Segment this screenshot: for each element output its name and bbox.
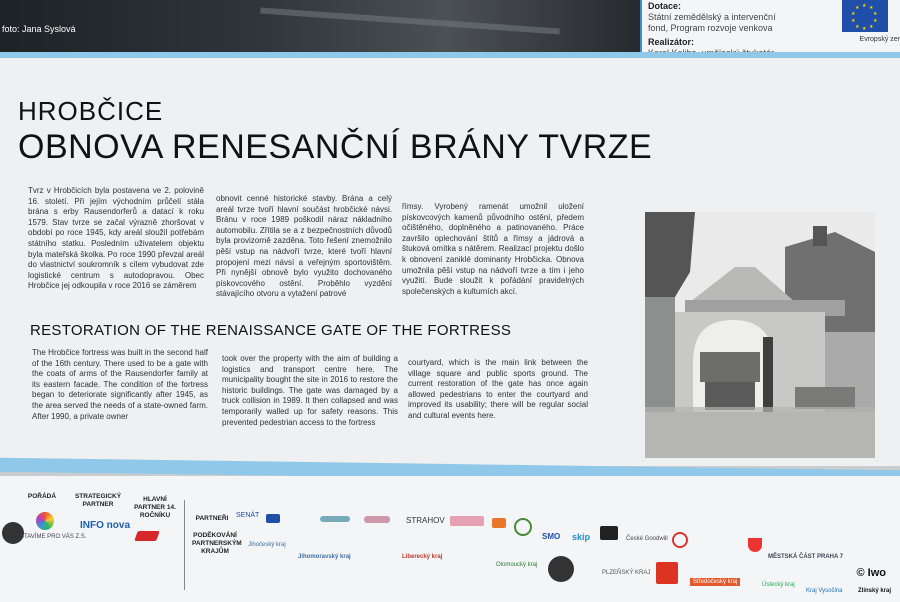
english-column-2: took over the property with the aim of building a logistics and transport centre here. The municipality bought the site in 2016 to restore the historic buildings. The gate was damaged by a truck collision in 1989. It then collapsed and was temporarily walled up for safety reasons. This prevented pedestrian access to the fortress: [222, 354, 398, 427]
partner-logo-icon-4: [492, 518, 506, 528]
plzensky-logo: PLZEŇSKÝ KRAJ: [602, 570, 651, 576]
dotace-line1: Státní zemědělský a intervenční: [648, 12, 776, 22]
partner-logo-icon-6: [672, 532, 688, 548]
jihomoravsky-logo: Jihomoravský kraj: [298, 554, 351, 560]
praha7-logo: MĚSTSKÁ ČÁST PRAHA 7: [768, 554, 844, 560]
flower-logo-icon: [36, 512, 54, 530]
prague-logo-icon: [656, 562, 678, 584]
round-logo-icon: [548, 556, 574, 582]
info-board: [0, 58, 900, 466]
english-column-1: The Hrobčice fortress was built in the second half of the 16th century. There used to be a gate with the coats of arms of the Rausendorfer family at its eastern facade. The condition of the fortress began to deteriorate significantly after 1945, as the area served the needs of a state-owned farm. After 1990, a private owner: [32, 348, 208, 421]
thanks-regions-label: PODĚKOVÁNÍ PARTNERSKÝM KRAJŮM: [192, 532, 242, 555]
gate-photo: [645, 212, 875, 458]
strahov-logo: STRAHOV: [406, 516, 445, 525]
eu-label: Evropský zer: [859, 36, 900, 43]
strategic-partner-label: STRATEGICKÝ PARTNER: [74, 493, 122, 508]
prague-crest-icon: [748, 538, 762, 552]
partner-logo-icon-3: [450, 516, 484, 526]
partner-logo-icon-5: [600, 526, 618, 540]
jihocesky-logo: Jihočeský kraj: [248, 542, 286, 548]
photo-credit: foto: Jana Syslová: [2, 24, 76, 34]
village-title: HROBČICE: [18, 96, 164, 126]
zlinsky-logo: Zlínský kraj: [858, 588, 892, 594]
stredocesky-logo: Středočeský kraj: [690, 578, 740, 586]
partner-logo-icon: [320, 516, 350, 522]
organizer-label: POŘÁDÁ: [27, 493, 57, 500]
organizer-logo-text: STAVÍME PRO VÁS Z.S.: [20, 534, 87, 540]
english-subtitle: RESTORATION OF THE RENAISSANCE GATE OF THE FORTRESS: [30, 322, 512, 339]
liberecky-logo: Liberecký kraj: [402, 554, 443, 560]
tree-logo-icon: [514, 518, 532, 536]
smo-logo: SMO: [542, 532, 561, 541]
skip-logo: skip: [572, 532, 591, 542]
vysocina-logo: Kraj Vysočina: [806, 588, 843, 594]
czech-column-2: obnovit cenné historické stavby. Brána a celý areál tvrze tvoří hlavní součást hrobčické návsi. Bránu v roce 1989 poškodil náraz nákladního automobilu. Zřítila se a z bezpečnostních důvodů byla provizorně zazděna. Toto řešení znemožnilo pěší vstup na nádvoří tvrze, které tvoří hlavní propojení mezi návsí a veřejným sportovištěm. Při nynější obnově bylo využito dochovaného pískovcového ostění. Proběhlo vyzdění stávajícího otvoru a vytažení patrové: [216, 194, 392, 299]
partner-logo-icon-2: [364, 516, 390, 523]
copyright-watermark: © Iwo: [856, 567, 886, 579]
partners-divider: [184, 500, 185, 590]
info-nova-logo: INFO nova: [80, 520, 131, 531]
czech-column-1: Tvrz v Hrobčicích byla postavena ve 2. polovině 16. století. Při jejím východním průčelí stála brána s erby Rausendorferů a datací k roku 1579. Stav tvrze se začal výrazně zhoršovat v období po roce 1945, kdy areál sloužil potřebám státního statku. Posledním uživatelem objektu byla mateřská školka. Po roce 1990 převzal areál do vlastnictví soukromník s cílem vybudovat zde logistické centrum s autodopravou. Obec Hrobčice jej odkoupila v roce 2016 se záměrem: [28, 186, 204, 291]
main-partner-logo-icon: [134, 531, 160, 541]
eu-flag-icon: ★ ★ ★ ★ ★ ★ ★ ★ ★ ★: [842, 0, 888, 32]
english-column-3: courtyard, which is the main link between the village square and public sports ground. The current restoration of the gate has once again allowed pedestrians to enter the courtyard and improved its usability; there will be regular social and cultural events here.: [408, 358, 588, 420]
realizator-label: Realizátor:: [648, 37, 695, 47]
czech-column-3: římsy. Vyrobený ramenát umožnil uložení pískovcových kamenů původního ostění, předem očištěného, doplněného a patinovaného. Práce završilo oplechování štítů a římsy a jádrová a štuková omítka s nátěrem. Realizací projektu došlo k obnovení zaniklé dominanty Hrobčicka. Obnova umožnila pěší vstup na nádvoří tvrze a tím i jeho využití. Bude sloužit k pořádání pravidelných společenských a kulturních akcí.: [402, 202, 584, 296]
top-photo-strip: [0, 0, 640, 56]
main-partner-label: HLAVNÍ PARTNER 14. ROČNÍKU: [134, 496, 176, 519]
olomoucky-logo: Olomoucký kraj: [496, 562, 538, 568]
partners-band: [0, 476, 900, 602]
dotace-line2: fond, Program rozvoje venkova: [648, 23, 773, 33]
organizer-logo-icon: [2, 522, 24, 544]
gate-photo-illustration: [645, 212, 875, 458]
senat-logo: SENÁT: [236, 512, 260, 519]
main-title: OBNOVA RENESANČNÍ BRÁNY TVRZE: [18, 128, 653, 166]
eu-small-logo-icon: [266, 514, 280, 523]
goodwill-logo: České Goodwill: [626, 536, 668, 542]
dotace-label: Dotace:: [648, 1, 682, 11]
ustecky-logo: Ústecký kraj: [762, 582, 795, 588]
partners-label: PARTNEŘI: [195, 515, 229, 522]
